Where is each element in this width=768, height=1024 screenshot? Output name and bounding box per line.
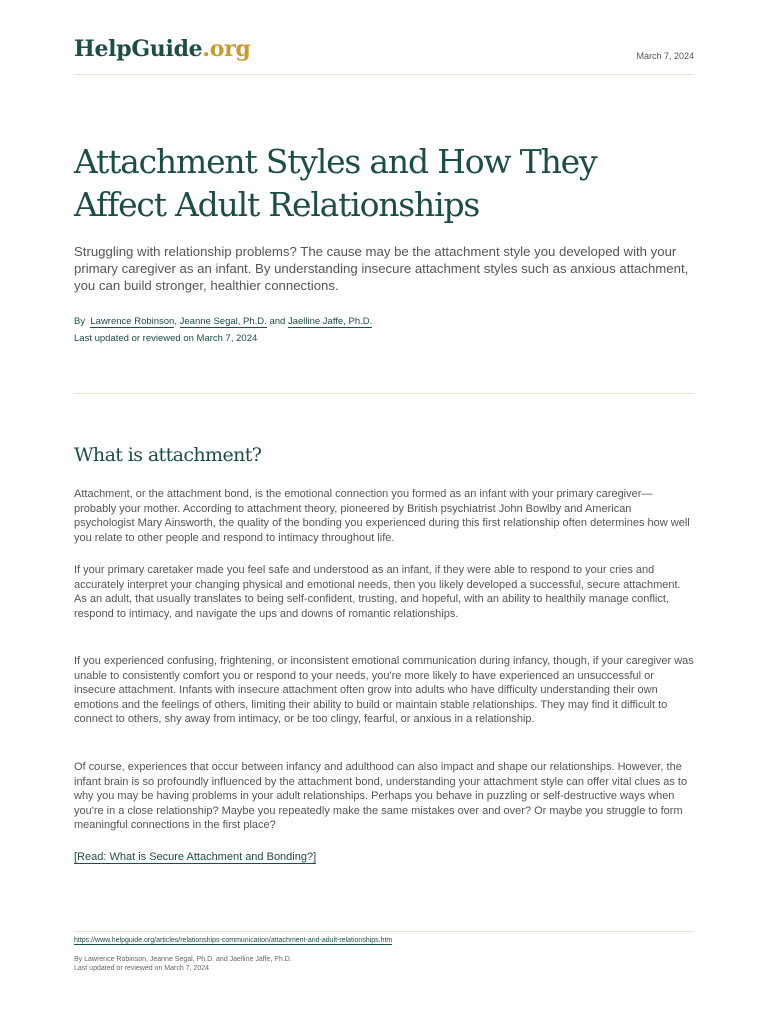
logo-suffix: .org	[202, 36, 251, 62]
author-link-segal[interactable]: Jeanne Segal, Ph.D.	[179, 316, 267, 327]
byline-prefix: By	[74, 316, 86, 327]
paragraph: If your primary caretaker made you feel safe and understood as an infant, if they were able to respond to your cries and accurately interpret your changing physical and emotional needs, then you likely developed a successful, secure attachment. As an adult, that usually translates to being self-confident, trusting, and hopeful, with an ability to healthily manage conflict, respond to intimacy, and navigate the ups and downs of romantic relationships.	[74, 564, 681, 620]
footer-url-link[interactable]: https://www.helpguide.org/articles/relationships-communication/attachment-and-adult-relationships.htm	[74, 937, 393, 944]
read-more-link[interactable]: [Read: What is Secure Attachment and Bonding?]	[74, 851, 317, 863]
logo-main: HelpGuide	[74, 36, 203, 62]
paragraph: Of course, experiences that occur between infancy and adulthood can also impact and shape our relationships. However, the infant brain is so profoundly influenced by the attachment bond, understanding your attachment style can offer vital clues as to why you may be having problems in your adult relationships. Perhaps you behave in puzzling or self-destructive ways when you're in a close relationship? Maybe you repeatedly make the same mistakes over and over? Or maybe you struggle to form meaningful connections in the first place?	[74, 761, 688, 832]
section-heading: What is attachment?	[74, 444, 262, 466]
site-logo[interactable]	[74, 36, 250, 62]
byline-separator: ,	[174, 316, 177, 327]
byline	[74, 316, 372, 327]
byline-and: and	[269, 316, 286, 327]
section-divider	[74, 393, 694, 394]
article-title: Attachment Styles and How They Affect Adult Relationships	[74, 142, 597, 224]
author-link-robinson[interactable]: Lawrence Robinson	[90, 316, 175, 327]
footer-last-updated: Last updated or reviewed on March 7, 2024	[74, 965, 210, 972]
footer-byline: By Lawrence Robinson, Jeanne Segal, Ph.D. and Jaelline Jaffe, Ph.D.	[74, 956, 292, 963]
paragraph: Attachment, or the attachment bond, is the emotional connection you formed as an infant with your primary caregiver—probably your mother. According to attachment theory, pioneered by British psychiatrist John Bowlby and American psychologist Mary Ainsworth, the quality of the bonding you experienced during this first relationship often determines how well you relate to other people and respond to intimacy throughout life.	[74, 488, 690, 544]
header-date: March 7, 2024	[636, 51, 694, 61]
author-link-jaffe[interactable]: Jaelline Jaffe, Ph.D.	[287, 316, 373, 327]
paragraph: If you experienced confusing, frightening, or inconsistent emotional communication during infancy, though, if your caregiver was unable to consistently comfort you or respond to your needs, you're more likely to have experienced an unsuccessful or insecure attachment. Infants with insecure attachment often grow into adults who have difficulty understanding their own emotions and the feelings of others, limiting their ability to build or maintain stable relationships. They may find it difficult to connect to others, shy away from intimacy, or be too clingy, fearful, or anxious in a relationship.	[74, 655, 694, 726]
site-header	[74, 36, 694, 66]
footer-divider	[74, 931, 694, 932]
header-divider	[74, 74, 694, 75]
article-intro: Struggling with relationship problems? The cause may be the attachment style you developed with your primary caregiver as an infant. By understanding insecure attachment styles such as anxious attachment, you can build stronger, healthier connections.	[74, 244, 689, 293]
last-updated: Last updated or reviewed on March 7, 2024	[74, 333, 258, 344]
